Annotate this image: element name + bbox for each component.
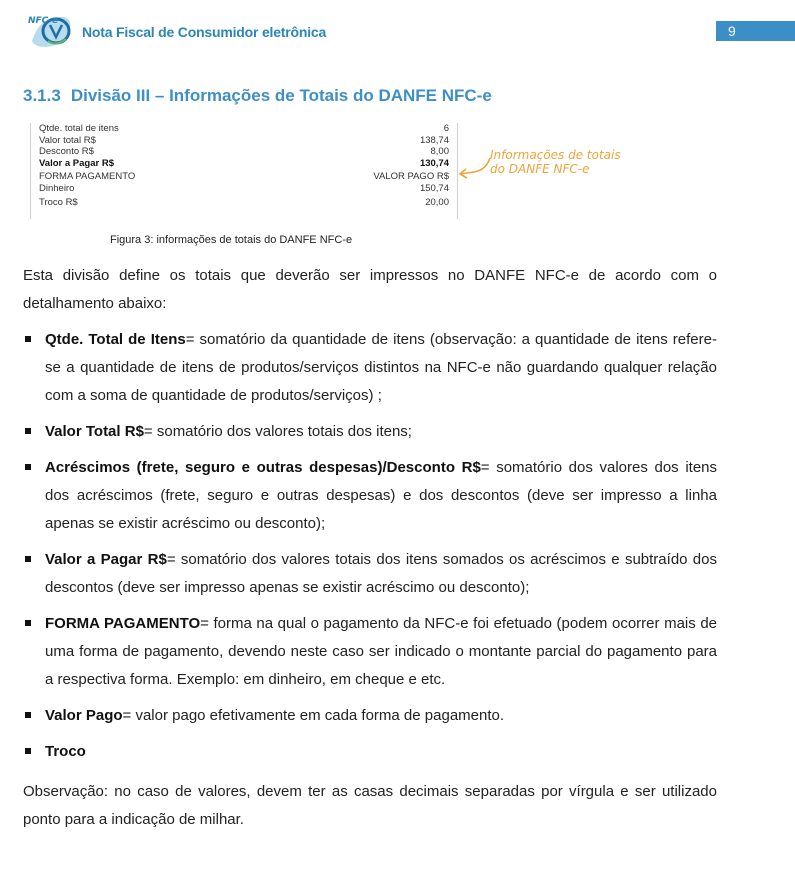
item-description: = somatório da quantidade de itens (observação: a quantidade de itens refere-se a quantidade de itens de produtos/serviços distintos na NFC-e não guardando qualquer relação com a soma de quantidade de produtos/serviços) ; [45, 331, 717, 404]
section-heading [23, 86, 492, 106]
item-term: Valor Pago [45, 707, 123, 724]
item-term: Acréscimos (frete, seguro e outras despesas)/Desconto R$ [45, 459, 481, 476]
receipt-value: 6 [443, 123, 449, 134]
receipt-label: Qtde. total de itens [39, 123, 119, 134]
section-number: 3.1.3 [23, 86, 61, 105]
body-content [23, 262, 717, 834]
item-term: Troco [45, 743, 86, 760]
item-term: FORMA PAGAMENTO [45, 615, 201, 632]
document-header-title: Nota Fiscal de Consumidor eletrônica [82, 24, 327, 40]
receipt-row [31, 146, 457, 158]
receipt-value: 8,00 [430, 146, 449, 158]
page-number-badge: 9 [716, 21, 795, 41]
item-description: = somatório dos valores totais dos itens; [143, 423, 412, 440]
intro-paragraph: Esta divisão define os totais que deverão ser impressos no DANFE NFC-e de acordo com o detalhamento abaixo: [23, 267, 717, 312]
danfe-totals-figure [30, 123, 458, 219]
bullet-icon [25, 336, 31, 342]
receipt-label: Desconto R$ [39, 146, 94, 158]
receipt-row [31, 158, 457, 170]
list-item [23, 326, 717, 410]
bullet-icon [25, 428, 31, 434]
item-description: = somatório dos valores totais dos itens somados os acréscimos e subtraído dos descontos (deve ser impresso apenas se existir acréscimo ou desconto); [45, 551, 717, 596]
section-title: Divisão III – Informações de Totais do DANFE NFC-e [70, 86, 492, 105]
list-item [23, 610, 717, 694]
figure-annotation: Informações de totais do DANFE NFC-e [490, 148, 621, 176]
item-term: Valor a Pagar R$ [45, 551, 167, 568]
list-item [23, 454, 717, 538]
receipt-row [31, 197, 457, 209]
list-item [23, 738, 717, 766]
list-item [23, 702, 717, 730]
bullet-icon [25, 748, 31, 754]
bullet-icon [25, 556, 31, 562]
receipt-label: Dinheiro [39, 182, 75, 194]
nfce-logo-icon [26, 11, 76, 51]
receipt-label: Valor a Pagar R$ [39, 157, 114, 169]
receipt-label: Valor total R$ [39, 134, 96, 146]
receipt-row [31, 123, 457, 135]
receipt-value: 130,74 [419, 157, 449, 169]
list-item [23, 418, 717, 446]
totals-definition-list [23, 326, 717, 766]
receipt-value: 150,74 [419, 182, 449, 194]
page-header [0, 0, 795, 60]
list-item [23, 546, 717, 602]
receipt-value: 138,74 [419, 134, 449, 146]
item-term: Valor Total R$ [45, 423, 144, 440]
item-description: = forma na qual o pagamento da NFC-e foi efetuado (podem ocorrer mais de uma forma de pagamento, devendo neste caso ser indicado o montante parcial do pagamento para a respectiva forma. Exemplo: em dinheiro, em cheque e etc. [45, 615, 718, 688]
bullet-icon [25, 464, 31, 470]
figure-caption: Figura 3: informações de totais do DANFE NFC-e [110, 234, 353, 246]
receipt-value: 20,00 [425, 196, 449, 208]
item-description: = valor pago efetivamente em cada forma de pagamento. [122, 707, 505, 724]
payment-form-header: FORMA PAGAMENTO [39, 171, 136, 183]
svg-text:NFC-e: NFC-e [28, 16, 59, 26]
receipt-row [31, 183, 457, 195]
item-term: Qtde. Total de Itens [45, 331, 186, 348]
bullet-icon [25, 620, 31, 626]
receipt-label: Troco R$ [39, 196, 78, 208]
item-description: = somatório dos valores dos itens dos acréscimos (frete, seguro e outras despesas) e dos descontos (deve ser impresso a linha apenas se existir acréscimo ou desconto); [45, 459, 717, 532]
amount-paid-header: VALOR PAGO R$ [373, 171, 449, 183]
receipt-row [31, 135, 457, 147]
observation-paragraph: Observação: no caso de valores, devem ter as casas decimais separadas por vírgula e ser utilizado ponto para a indicação de milhar. [23, 783, 717, 828]
payment-header-row [31, 171, 457, 183]
bullet-icon [25, 712, 31, 718]
